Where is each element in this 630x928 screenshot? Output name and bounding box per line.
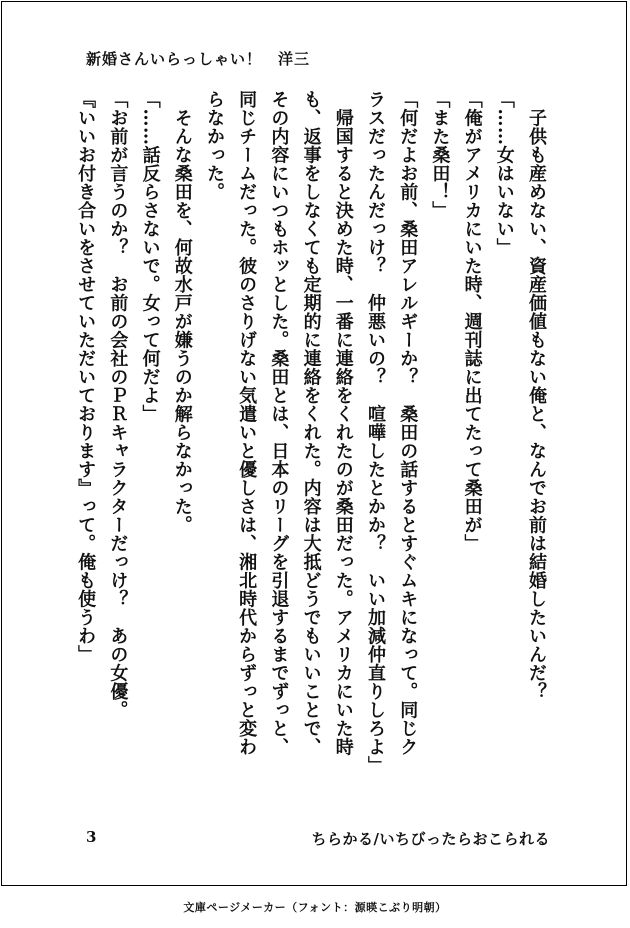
text-line: 「何だよお前、桑田アレルギーか？ 桑田の話するとすぐムキになって。同じク: [397, 90, 419, 756]
page-frame: [1, 1, 627, 886]
text-line: その内容にいつもホッとした。桑田とは、日本のリーグを引退するまでずっと、: [268, 90, 290, 756]
text-line: も、返事をしなくても定期的に連絡をくれた。内容は大抵どうでもいいことで、: [300, 90, 322, 756]
text-line: そんな桑田を、何故水戸が嫌うのか解らなかった。: [171, 90, 193, 534]
vertical-body-text: [72, 90, 552, 810]
text-line: 同じチームだった。彼のさりげない気遣いと優しさは、湘北時代からずっと変わ: [236, 90, 258, 756]
book-title: 新婚さんいらっしゃい！: [86, 50, 263, 68]
text-line: 「……女はいない」: [493, 90, 515, 257]
text-line: ラスだったんだっけ？ 仲悪いの？ 喧嘩したとかか？ いい加減仲直りしろよ」: [364, 90, 386, 775]
text-line: 帰国すると決めた時、一番に連絡をくれたのが桑田だった。アメリカにいた時: [332, 90, 354, 756]
author-name: 洋三: [278, 50, 311, 68]
generator-credit: 文庫ページメーカー（フォント：源暎こぶり明朝）: [183, 901, 447, 914]
text-line: 「また桑田！」: [429, 90, 451, 220]
text-line: らなかった。: [203, 90, 225, 201]
page-header: [86, 48, 310, 69]
text-line: 『いいお付き合いをさせていただいております』って。俺も使うわ」: [75, 90, 97, 664]
footer-series-title: ちらかる/いちびったらおこられる: [311, 830, 550, 848]
text-line: 「……話反らさないで。女って何だよ」: [139, 90, 161, 423]
text-line: 「俺がアメリカにいた時、週刊誌に出てたって桑田が」: [461, 90, 483, 553]
page-number: 3: [86, 828, 97, 846]
text-line: 子供も産めない、資産価値もない俺と、なんでお前は結婚したいんだ？: [526, 90, 547, 701]
text-line: 「お前が言うのか？ お前の会社のＰＲキャラクターだっけ？ あの女優。: [107, 90, 129, 719]
